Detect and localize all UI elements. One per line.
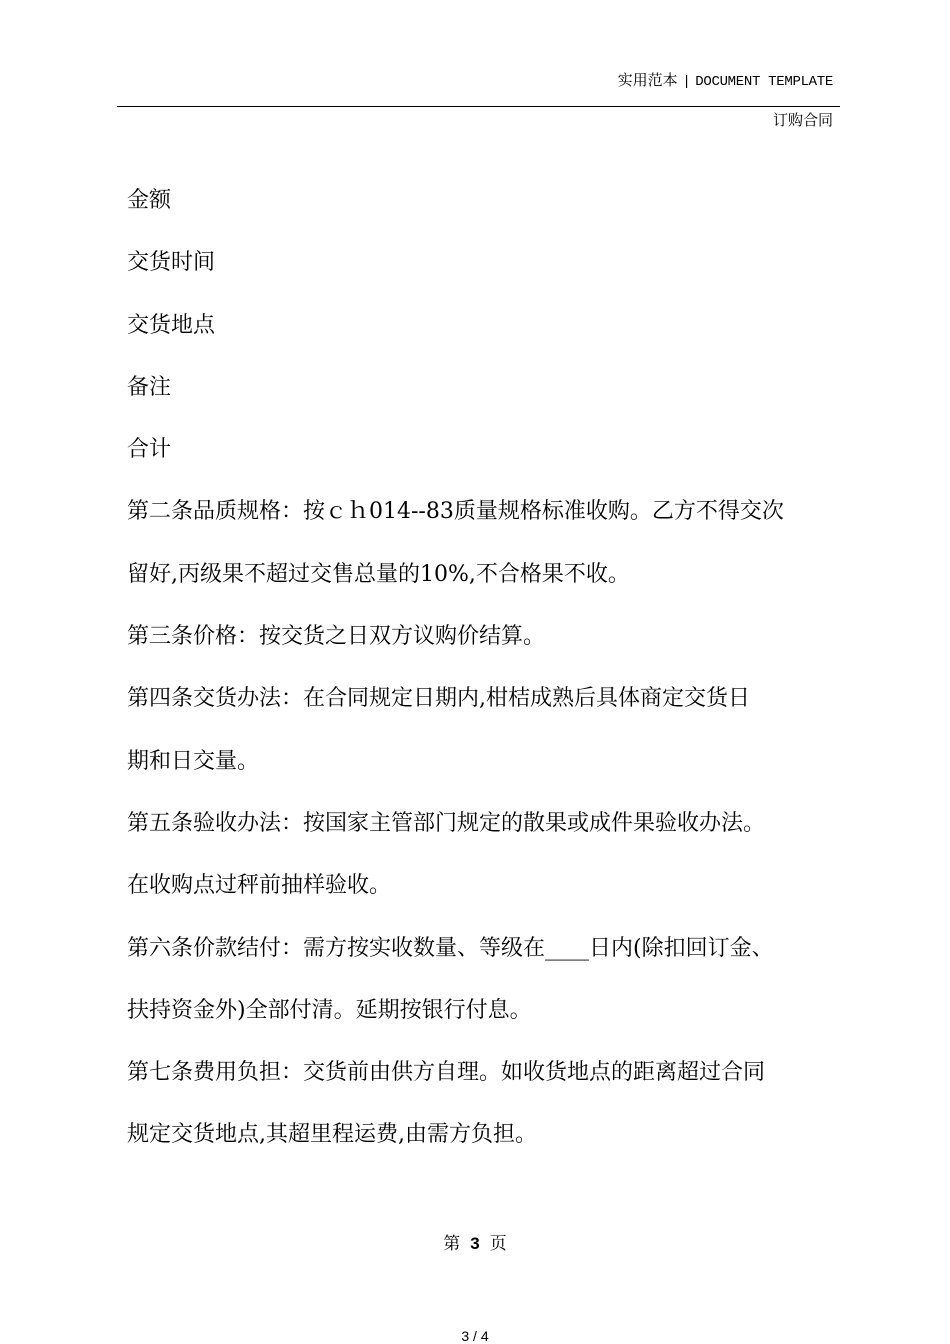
text-line: 第四条交货办法：在合同规定日期内,柑桔成熟后具体商定交货日 (127, 686, 750, 712)
header-doc-title: 订购合同 (772, 111, 833, 129)
text-line: 规定交货地点,其超里程运费,由需方负担。 (127, 1122, 537, 1148)
text-line: 第五条验收办法：按国家主管部门规定的散果或成件果验收办法。 (127, 810, 766, 836)
text-line: 期和日交量。 (127, 748, 260, 774)
text-line: 交货时间 (127, 250, 216, 276)
text-line: 第七条费用负担：交货前由供方自理。如收货地点的距离超过合同 (127, 1060, 766, 1086)
text-line: 第六条价款结付：需方按实收数量、等级在____日内(除扣回订金、 (127, 935, 774, 961)
header-divider (117, 106, 840, 107)
page-number (0, 1233, 950, 1255)
page-prefix: 第 (443, 1234, 461, 1254)
text-line: 备注 (127, 374, 172, 400)
text-line: 第二条品质规格：按ｃｈ014--83质量规格标准收购。乙方不得交次 (127, 499, 784, 525)
text-line: 合计 (127, 437, 172, 463)
document-body (127, 170, 837, 1167)
header-brand: 实用范本 (617, 71, 678, 89)
page-number-value: 3 (470, 1234, 480, 1253)
text-line: 交货地点 (127, 312, 216, 338)
header-template-label: DOCUMENT TEMPLATE (695, 74, 833, 90)
page-suffix: 页 (489, 1234, 507, 1254)
page-count: 3 / 4 (461, 1328, 489, 1344)
text-line: 金额 (127, 188, 172, 213)
text-line: 第三条价格：按交货之日双方议购价结算。 (127, 624, 546, 650)
header-separator: | (682, 74, 691, 90)
text-line: 留好,丙级果不超过交售总量的10%,不合格果不收。 (127, 561, 630, 587)
text-line: 扶持资金外)全部付清。延期按银行付息。 (127, 997, 532, 1023)
text-line: 在收购点过秤前抽样验收。 (127, 873, 392, 899)
header-brand-line (618, 70, 833, 92)
